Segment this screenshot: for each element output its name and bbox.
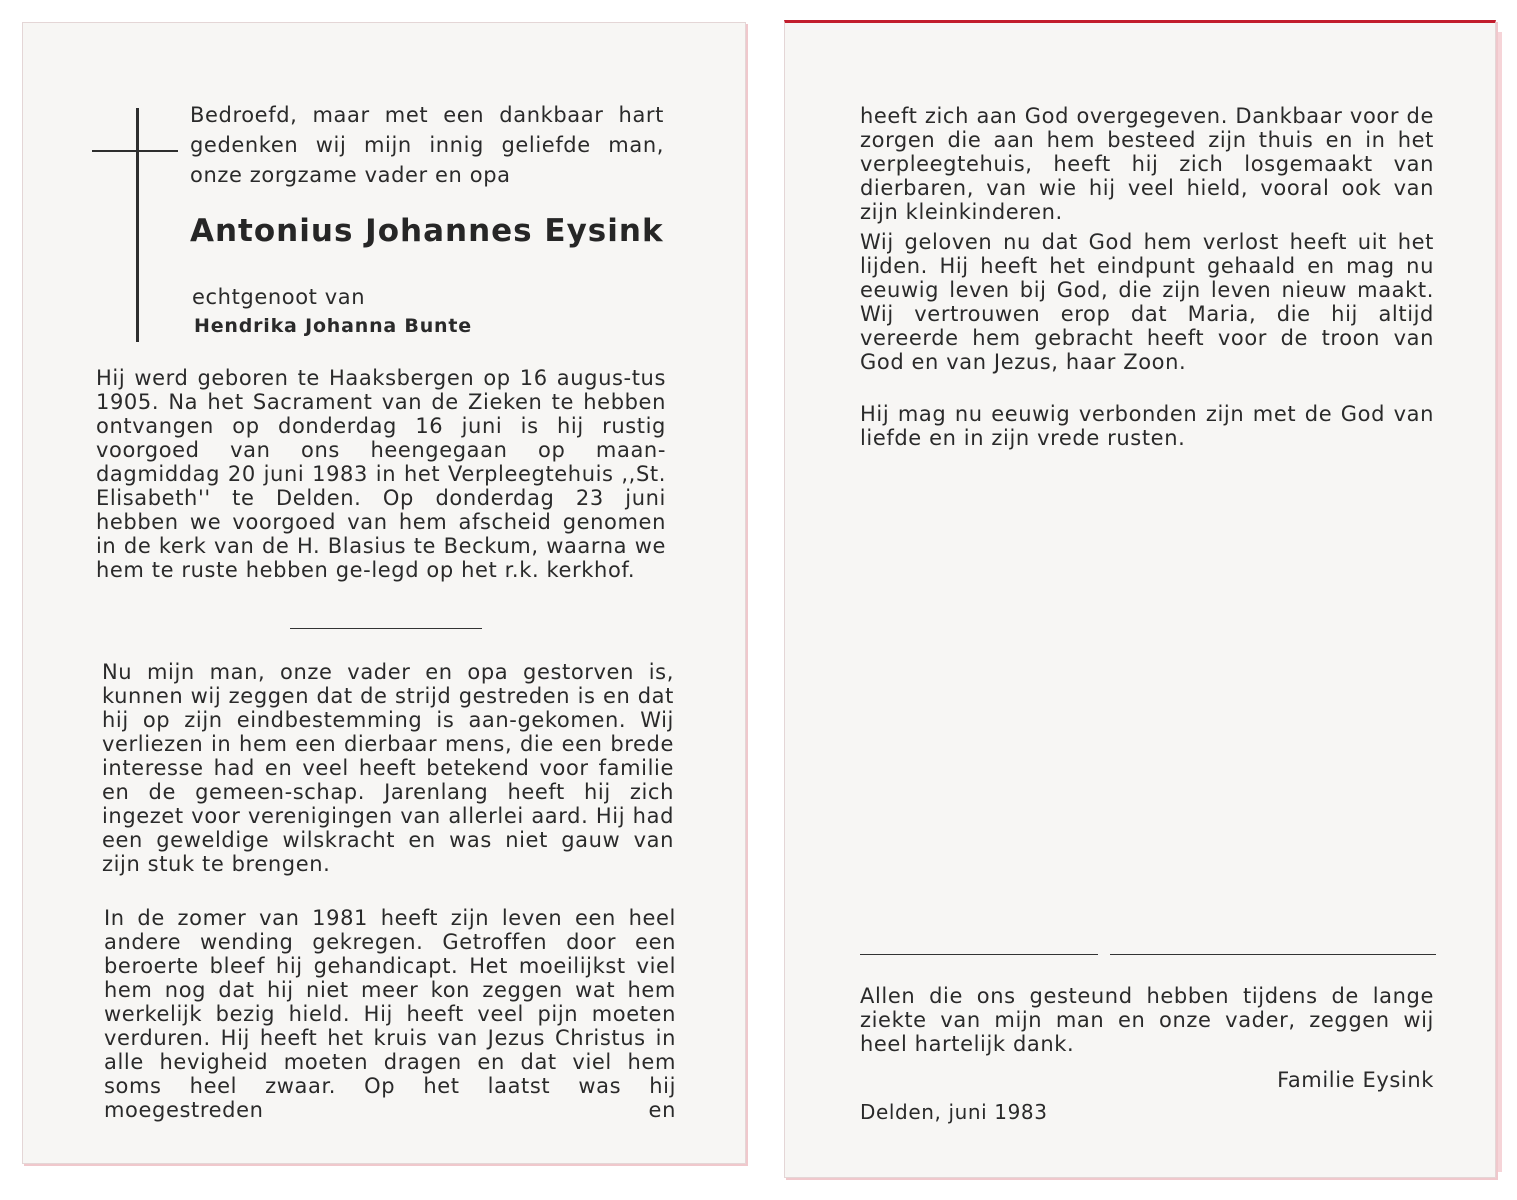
biography-paragraph: Hij werd geboren te Haaksbergen op 16 augus-tus 1905. Na het Sacrament van de Zieken te hebben ontvangen op donderdag 16 juni is hij rustig voorgoed van ons heengegaan op maan-dagmiddag 20 juni 1983 in het Verpleegtehuis ,,St. Elisabeth'' te Delden. Op donderdag 23 juni hebben we voorgoed van hem afscheid genomen in de kerk van de H. Blasius te Beckum, waarna we hem te ruste hebben ge-legd op het r.k. kerkhof. [96,366,666,582]
faith-paragraph: Wij geloven nu dat God hem verlost heeft uit het lijden. Hij heeft het eindpunt gehaald en mag nu eeuwig leven bij God, die zijn leven nieuw maakt. Wij vertrouwen erop dat Maria, die hij altijd vereerde hem gebracht heeft voor de troon van God en van Jezus, haar Zoon. [860,230,1434,374]
divider-left [860,954,1098,955]
illness-paragraph: In de zomer van 1981 heeft zijn leven een heel andere wending gekregen. Getroffen door een beroerte bleef hij gehandicapt. Het moeilijkst viel hem nog dat hij niet meer kon zeggen wat hem werkelijk bezig hield. Hij heeft veel pijn moeten verduren. Hij heeft het kruis van Jezus Christus in alle hevigheid moeten dragen en dat viel hem soms heel zwaar. Op het laatst was hij moegestreden en [104,906,676,1122]
cross-icon-horizontal [92,150,178,152]
continuation-paragraph: heeft zich aan God overgegeven. Dankbaar voor de zorgen die aan hem besteed zijn thuis en in het verpleegtehuis, heeft hij zich losgemaakt van dierbaren, van wie hij veel hield, vooral ook van zijn kleinkinderen. [860,104,1434,224]
signature: Familie Eysink [1277,1068,1434,1092]
reflection-paragraph: Nu mijn man, onze vader en opa gestorven is, kunnen wij zeggen dat de strijd gestreden is en dat hij op zijn eindbestemming is aan-gekomen. Wij verliezen in hem een dierbaar mens, die een brede interesse had en veel heeft betekend voor familie en de gemeen-schap. Jarenlang heeft hij zich ingezet voor verenigingen van allerlei aard. Hij had een geweldige wilskracht en was niet gauw van zijn stuk te brengen. [102,660,674,876]
rest-paragraph: Hij mag nu eeuwig verbonden zijn met de God van liefde en in zijn vrede rusten. [860,402,1434,450]
spouse-label: echtgenoot van [192,285,366,309]
divider-right [1110,954,1436,955]
section-divider [290,628,482,629]
place-date: Delden, juni 1983 [860,1100,1048,1124]
thanks-text: Allen die ons gesteund hebben tijdens de lange ziekte van mijn man en onze vader, zeggen wij heel hartelijk dank. [860,984,1434,1056]
cross-icon-vertical [136,108,139,342]
deceased-name: Antonius Johannes Eysink [190,213,664,249]
spouse-name: Hendrika Johanna Bunte [194,315,472,337]
intro-text: Bedroefd, maar met een dankbaar hart gedenken wij mijn innig geliefde man, onze zorgzame vader en opa [190,103,664,187]
